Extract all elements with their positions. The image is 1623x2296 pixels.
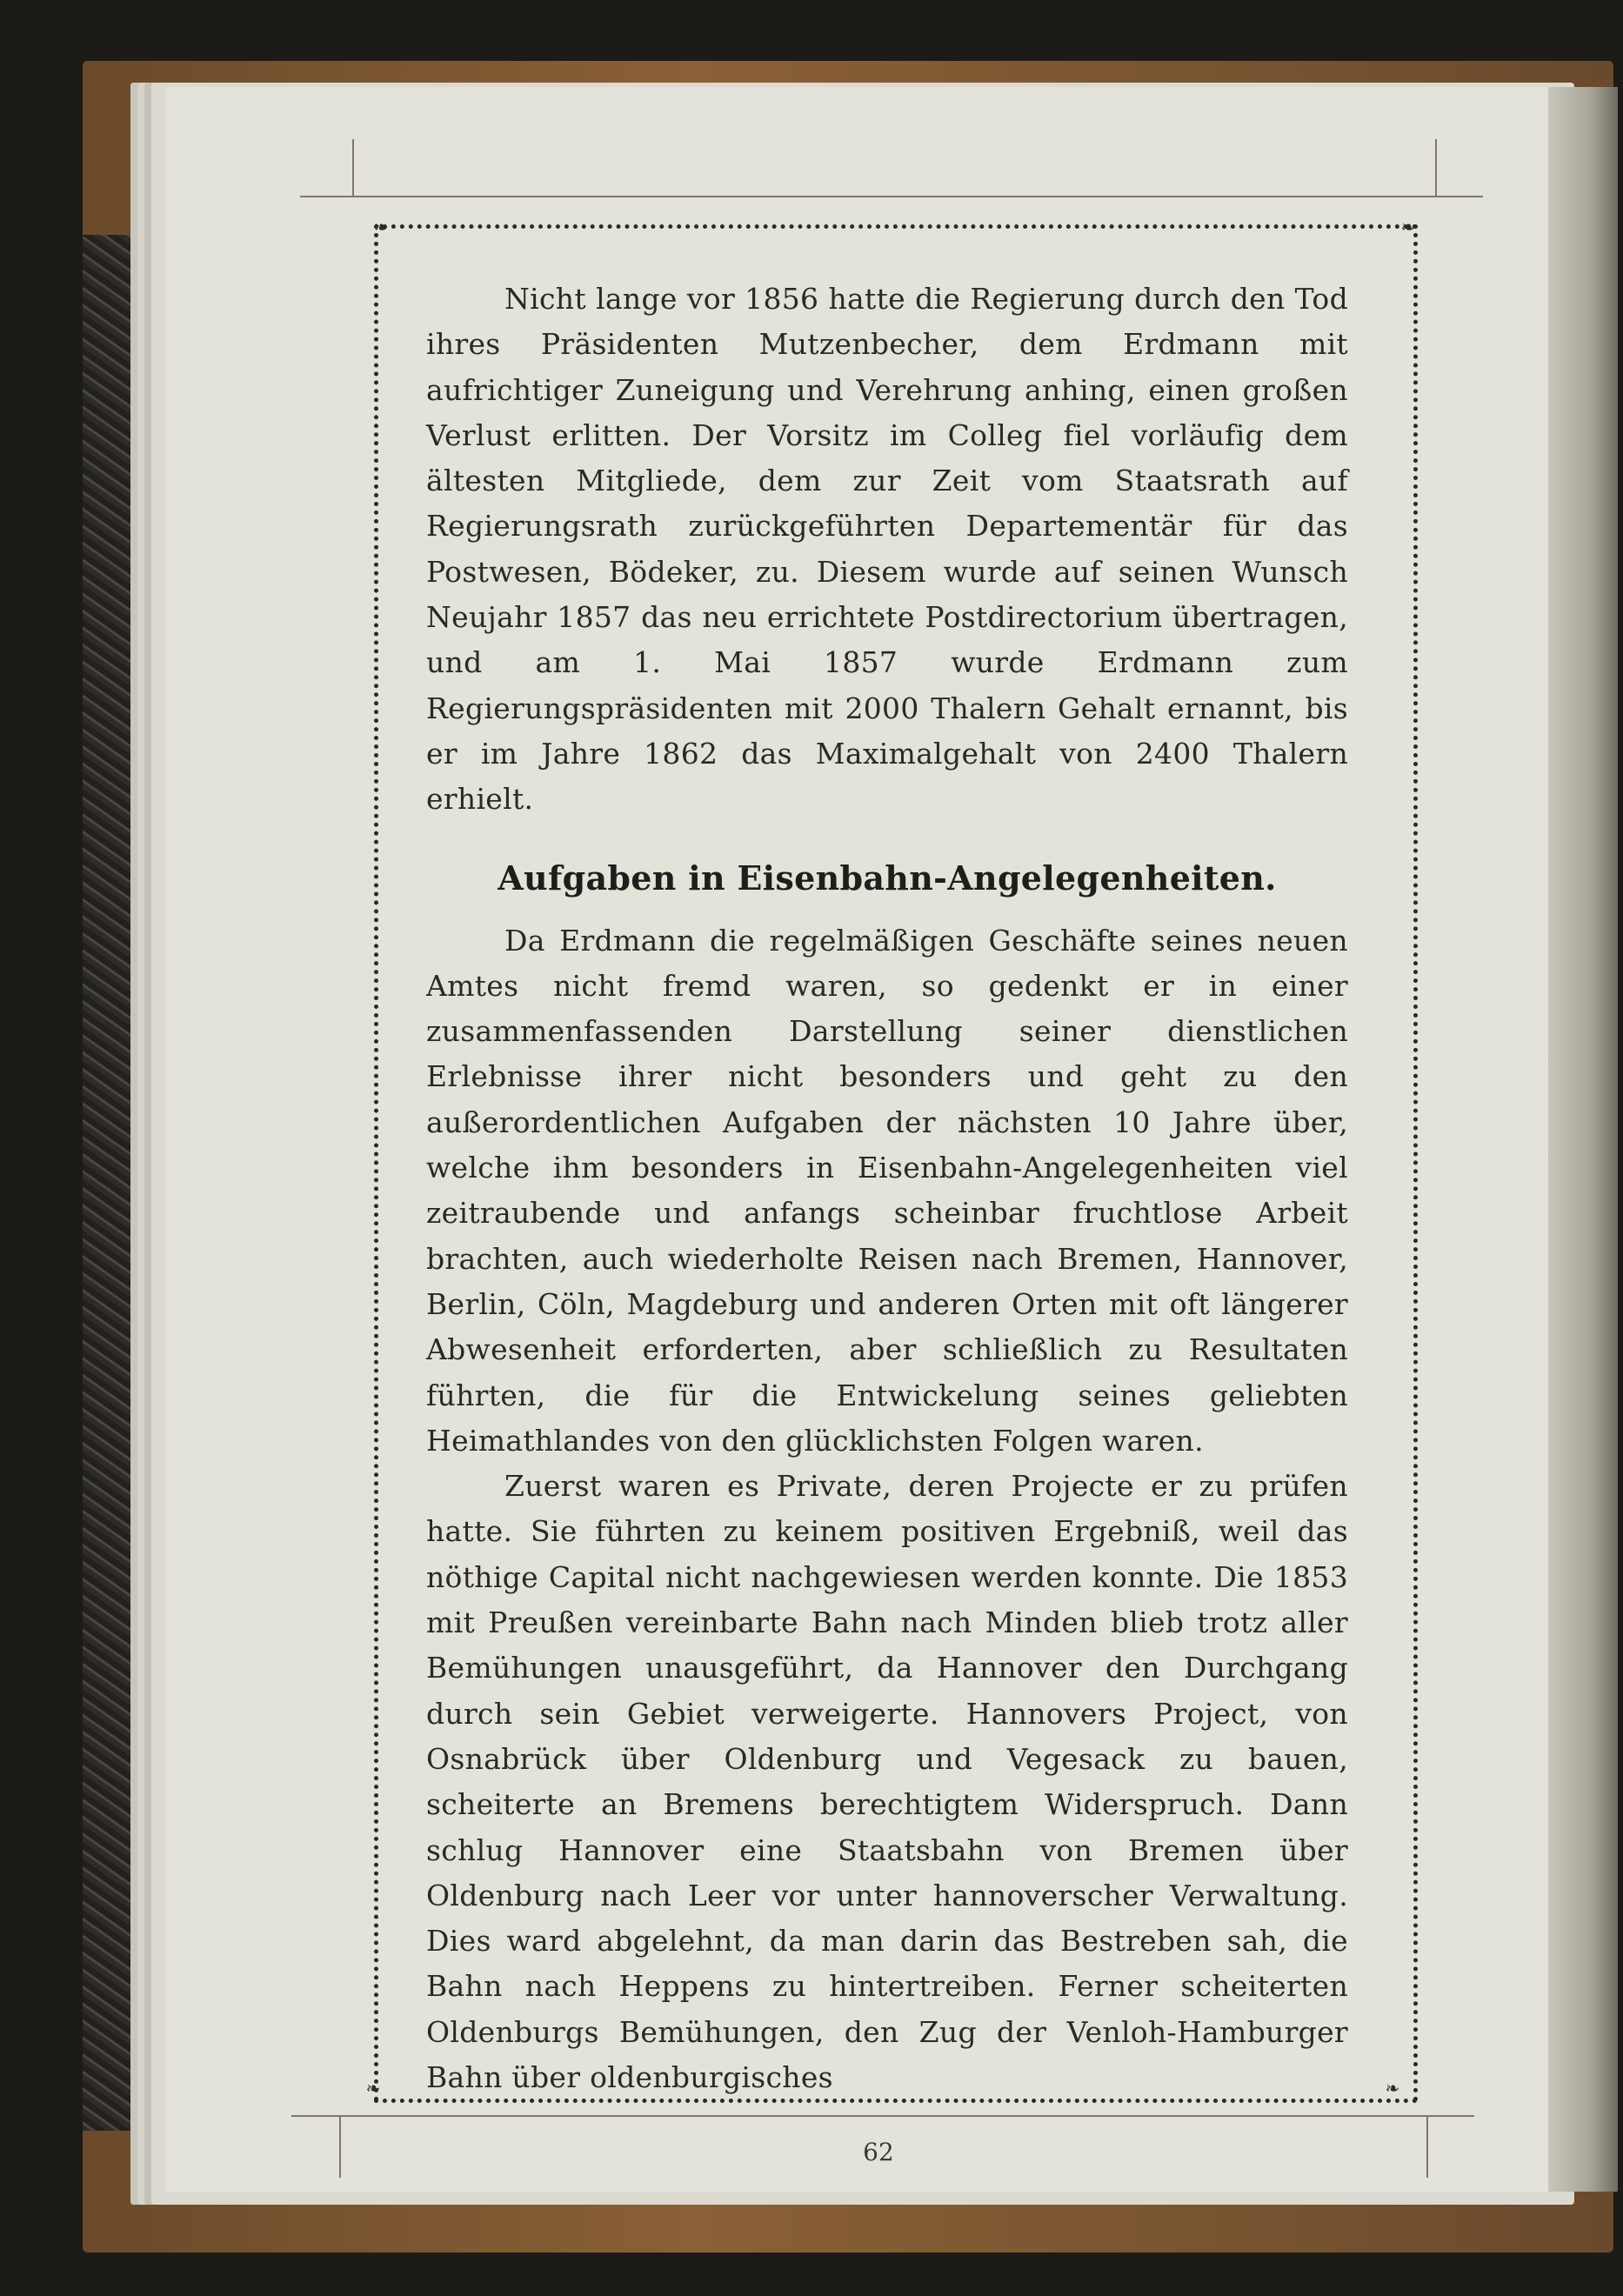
paragraph: Zuerst waren es Private, deren Projecte er zu prüfen hatte. Sie führten zu keinem positiven Ergebniß, weil das nöthige Capital nicht nachgewiesen werden konnte. Die 1853 mit Preußen vereinbarte Bahn nach Minden blieb trotz aller Bemühungen unausgeführt, da Hannover den Durchgang durch sein Gebiet verweigerte. Hannovers Project, von Osnabrück über Oldenburg und Vegesack zu bauen, scheiterte an Bremens berechtigtem Widerspruch. Dann schlug Hannover eine Staatsbahn von Bremen über Oldenburg nach Leer vor unter hannoverscher Verwaltung. Dies ward abgelehnt, da man darin das Bestreben sah, die Bahn nach Heppens zu hintertreiben. Ferner scheiterten Oldenburgs Bemühungen, den Zug der Venloh-Hamburger Bahn über oldenburgisches <box>426 1469 1348 2094</box>
top-right-vertical-rule <box>1435 139 1437 196</box>
bottom-rule <box>291 2115 1474 2117</box>
paragraph: Nicht lange vor 1856 hatte die Regierung durch den Tod ihres Präsidenten Mutzenbecher, dem Erdmann mit aufrichtiger Zuneigung und Verehrung anhing, einen großen Verlust erlitten. Der Vorsitz im Colleg fiel vorläufig dem ältesten Mitgliede, dem zur Zeit vom Staatsrath auf Regierungsrath zurückgeführten Departementär für das Postwesen, Bödeker, zu. Diesem wurde auf seinen Wunsch Neujahr 1857 das neu errichtete Postdirectorium übertragen, und am 1. Mai 1857 wurde Erdmann zum Regierungspräsidenten mit 2000 Thalern Gehalt ernannt, bis er im Jahre 1862 das Maximalgehalt von 2400 Thalern erhielt. <box>426 282 1348 817</box>
page-text <box>426 277 1348 2100</box>
ornament-corner-icon: ❧ <box>1385 2078 1400 2099</box>
bottom-left-vertical-rule <box>339 2117 341 2178</box>
page-number: 62 <box>863 2138 894 2166</box>
top-left-vertical-rule <box>352 139 354 196</box>
top-rule <box>300 196 1483 197</box>
book-gutter <box>1548 87 1618 2192</box>
ornament-corner-icon: ❧ <box>1400 217 1416 237</box>
ornament-corner-icon: ❧ <box>373 217 389 237</box>
bottom-right-vertical-rule <box>1426 2117 1428 2178</box>
ornament-corner-icon: ❧ <box>365 2078 381 2099</box>
section-heading: Aufgaben in Eisenbahn-Angelegenheiten. <box>498 858 1277 898</box>
paragraph: Da Erdmann die regelmäßigen Geschäfte seines neuen Amtes nicht fremd waren, so gedenkt er in einer zusammenfassenden Darstellung seiner dienstlichen Erlebnisse ihrer nicht besonders und geht zu den außerordentlichen Aufgaben der nächsten 10 Jahre über, welche ihm besonders in Eisenbahn-Angelegenheiten viel zeitraubende und anfangs scheinbar fruchtlose Arbeit brachten, auch wiederholte Reisen nach Bremen, Hannover, Berlin, Cöln, Magdeburg und anderen Orten mit oft längerer Abwesenheit erforderten, aber schließlich zu Resultaten führten, die für die Entwickelung seines geliebten Heimathlandes von den glücklichsten Folgen waren. <box>426 923 1348 1458</box>
